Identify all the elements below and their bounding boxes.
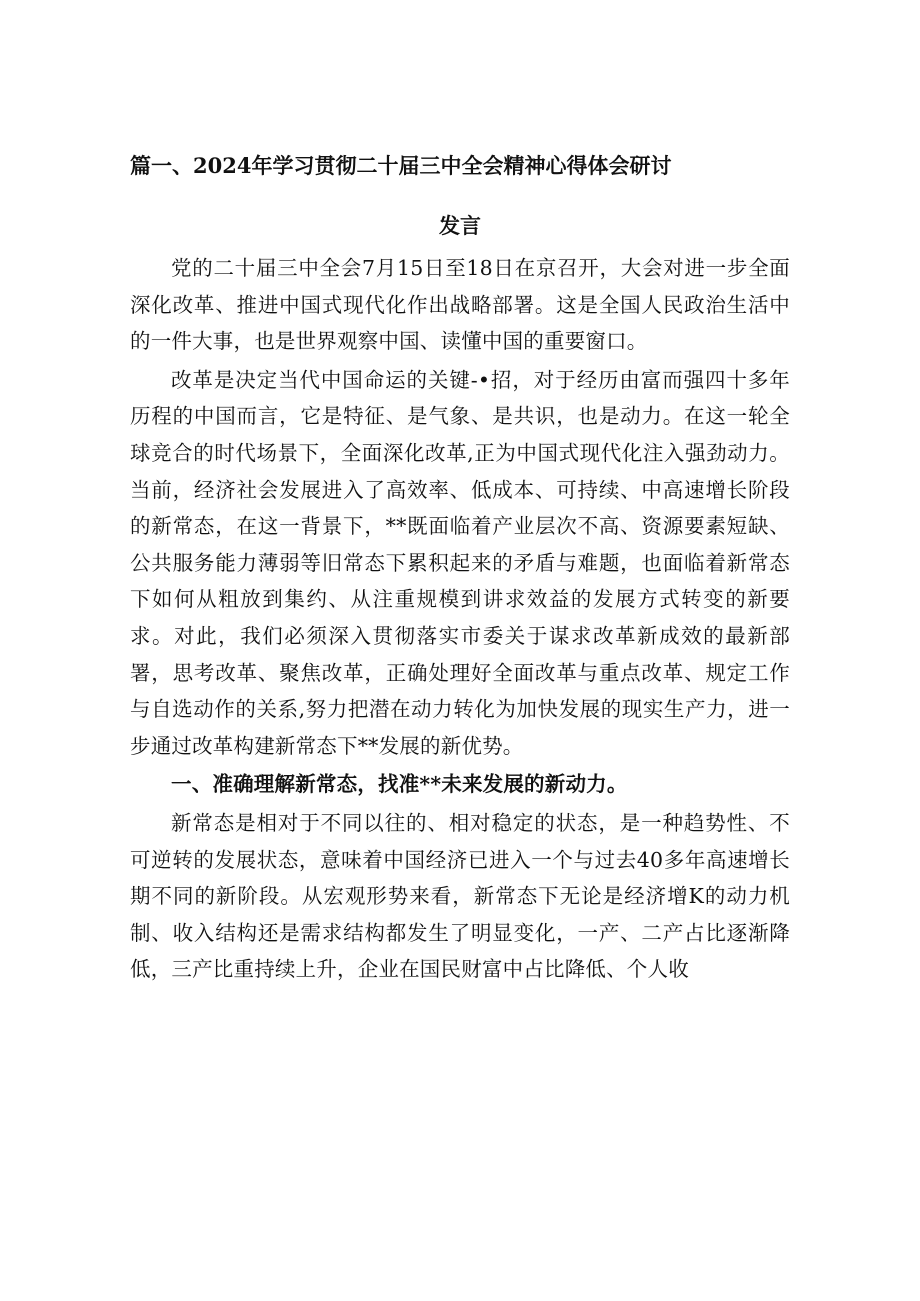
paragraph-new-normal: 新常态是相对于不同以往的、相对稳定的状态，是一种趋势性、不可逆转的发展状态，意味着中国经济已进入一个与过去40多年高速增长期不同的新阶段。从宏观形势来看，新常态下无论是经济增K的动力机制、收入结构还是需求结构都发生了明显变化，一产、二产占比逐渐降低，三产比重持续上升，企业在国民财富中占比降低、个人收: [130, 810, 790, 982]
document-title-line-1: 篇一、2024年学习贯彻二十届三中全会精神心得体会研讨: [130, 153, 672, 178]
document-body: [130, 250, 790, 988]
document-title-line-2: 发言: [439, 213, 481, 238]
paragraph-reform: 改革是决定当代中国命运的关键-•招，对于经历由富而强四十多年历程的中国而言，它是特征、是气象、是共识，也是动力。在这一轮全球竞合的时代场景下，全面深化改革,正为中国式现代化注入强劲动力。当前，经济社会发展进入了高效率、低成本、可持续、中高速增长阶段的新常态，在这一背景下，**既面临着产业层次不高、资源要素短缺、公共服务能力薄弱等旧常态下累积起来的矛盾与难题，也面临着新常态下如何从粗放到集约、从注重规模到讲求效益的发展方式转变的新要求。对此，我们必须深入贯彻落实市委关于谋求改革新成效的最新部署，思考改革、聚焦改革，正确处理好全面改革与重点改革、规定工作与自选动作的关系,努力把潜在动力转化为加快发展的现实生产力，进一步通过改革构建新常态下**发展的新优势。: [130, 367, 790, 758]
section-heading-1: 一、准确理解新常态，找准**未来发展的新动力。: [171, 772, 628, 797]
paragraph-intro: 党的二十届三中全会7月15日至18日在京召开，大会对进一步全面深化改革、推进中国式现代化作出战略部署。这是全国人民政治生活中的一件大事，也是世界观察中国、读懂中国的重要窗口。: [130, 256, 790, 354]
